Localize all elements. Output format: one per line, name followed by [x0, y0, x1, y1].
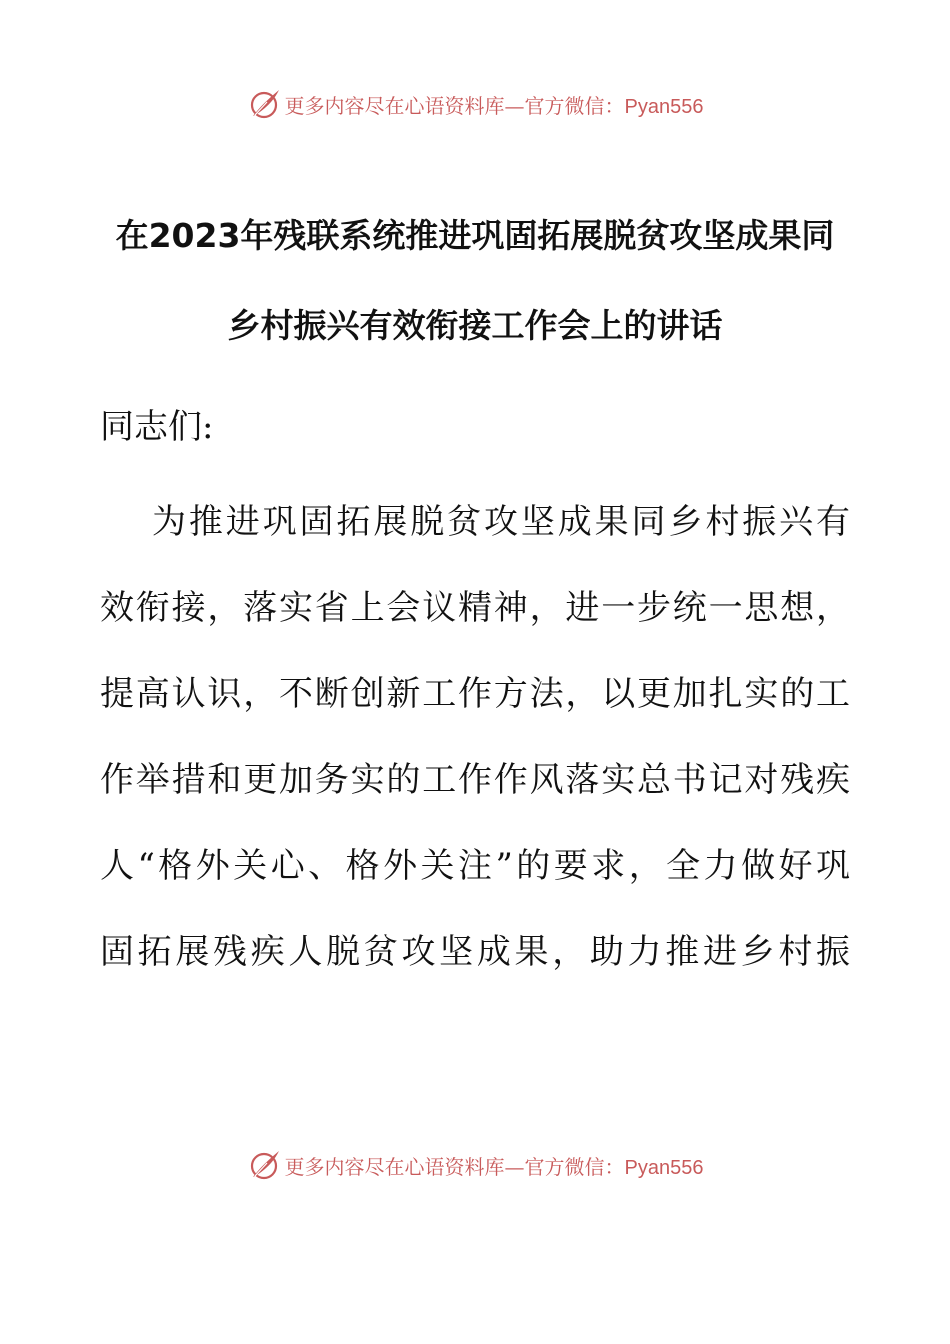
watermark-text: 更多内容尽在心语资料库—官方微信：Pyan556 — [284, 1154, 704, 1179]
paragraph-line: 人“格外关心、格外关注”的要求，全力做好巩 — [100, 846, 850, 886]
header-watermark — [0, 84, 950, 124]
wechat-id: Pyan556 — [624, 1156, 704, 1179]
wechat-id: Pyan556 — [624, 95, 704, 118]
salutation: 同志们: — [100, 407, 214, 447]
watermark-text: 更多内容尽在心语资料库—官方微信：Pyan556 — [284, 93, 704, 118]
document-title-line-1: 在2023年残联系统推进巩固拓展脱贫攻坚成果同 — [115, 216, 835, 255]
document-title-line-2: 乡村振兴有效衔接工作会上的讲话 — [227, 306, 723, 345]
paragraph-line: 提高认识，不断创新工作方法，以更加扎实的工 — [100, 674, 850, 714]
paragraph-line: 效衔接，落实省上会议精神，进一步统一思想， — [100, 588, 850, 628]
quill-logo-icon — [247, 86, 283, 122]
paragraph-line: 作举措和更加务实的工作作风落实总书记对残疾 — [100, 760, 850, 800]
footer-watermark — [0, 1145, 950, 1185]
quill-logo-icon — [247, 1147, 283, 1183]
paragraph-line: 固拓展残疾人脱贫攻坚成果，助力推进乡村振 — [100, 932, 850, 972]
paragraph-line: 为推进巩固拓展脱贫攻坚成果同乡村振兴有 — [152, 502, 850, 542]
